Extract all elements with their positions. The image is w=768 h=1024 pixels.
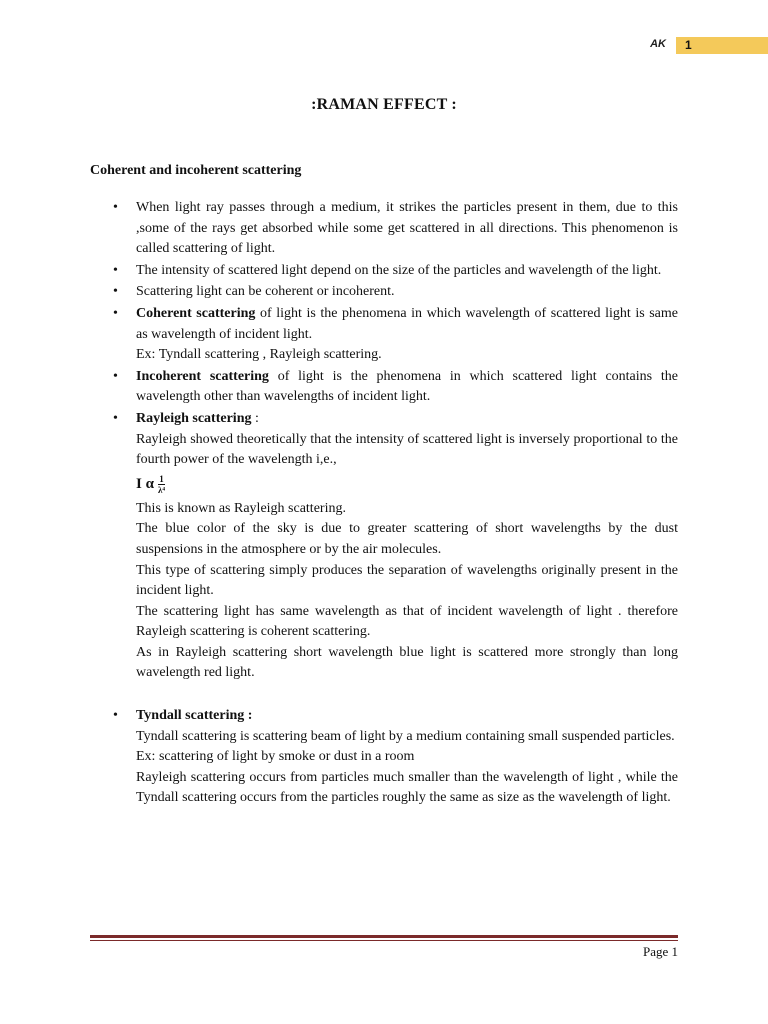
document-title: :RAMAN EFFECT : — [311, 96, 457, 113]
list-item — [90, 706, 678, 809]
footer-page-label: Page 1 — [642, 944, 678, 959]
subheading — [136, 706, 678, 727]
header-author: AK — [650, 38, 666, 50]
subheading — [136, 409, 678, 430]
paragraph: Scattering light can be coherent or incoherent. — [136, 284, 395, 300]
paragraph: The scattering light has same wavelength as that of incident wavelength of light . therefore Rayleigh scattering is coherent scattering. — [136, 603, 678, 640]
term-incoherent: Incoherent scattering — [136, 368, 269, 384]
section-heading: Coherent and incoherent scattering — [90, 163, 302, 178]
term-rayleigh: Rayleigh scattering — [136, 410, 252, 426]
bullet-icon: • — [113, 200, 118, 215]
formula-numerator: 1 — [159, 474, 164, 485]
paragraph — [136, 304, 678, 345]
formula-lhs: I α — [136, 476, 154, 493]
term-tyndall: Tyndall scattering : — [136, 708, 253, 724]
paragraph: The blue color of the sky is due to greater scattering of short wavelengths by the dust suspensions in the atmosphere or by the air molecules. — [136, 521, 678, 557]
bullet-icon: • — [113, 410, 118, 426]
paragraph: The intensity of scattered light depend on the size of the particles and wavelength of the light. — [136, 262, 662, 278]
paragraph: Rayleigh showed theoretically that the intensity of scattered light is inversely proportional to the fourth power of the wavelength i,e., — [136, 431, 678, 468]
rayleigh-formula — [136, 471, 678, 499]
list-item — [90, 304, 678, 366]
bullet-icon: • — [113, 305, 118, 321]
bullet-list — [90, 198, 678, 809]
paragraph: This is known as Rayleigh scattering. — [136, 500, 346, 516]
paragraph: This type of scattering simply produces the separation of wavelengths originally present in the incident light. — [136, 562, 678, 599]
list-item — [90, 261, 678, 282]
list-item — [90, 282, 678, 303]
term-suffix: : — [251, 410, 259, 426]
bullet-icon: • — [113, 708, 118, 724]
definition-text: of light is the phenomena in which scattered light contains the wavelength other than wavelengths of incident light. — [136, 368, 678, 405]
paragraph: Tyndall scattering is scattering beam of light by a medium containing small suspended particles. — [136, 728, 675, 744]
paragraph — [136, 367, 678, 408]
paragraph: When light ray passes through a medium, it strikes the particles present in them, due to this ,some of the rays get absorbed while some get scattered in all directions. This phenomenon is called scattering of light. — [136, 200, 678, 257]
footer-rule — [90, 935, 678, 938]
paragraph: Rayleigh scattering occurs from particles much smaller than the wavelength of light , while the Tyndall scattering occurs from the particles roughly the same as size as the wavelength of light. — [136, 769, 678, 806]
example-text: Ex: Tyndall scattering , Rayleigh scattering. — [136, 347, 382, 363]
definition-text: of light is the phenomena in which wavelength of scattered light is same as wavelength of incident light. — [136, 305, 678, 342]
example-text: Ex: scattering of light by smoke or dust in a room — [136, 749, 415, 765]
bullet-icon: • — [113, 284, 118, 300]
list-item — [90, 198, 678, 260]
formula-denominator: λ⁴ — [157, 485, 166, 496]
document-body — [90, 198, 678, 810]
bullet-icon: • — [113, 262, 118, 278]
list-item — [90, 409, 678, 705]
formula-fraction — [158, 474, 165, 495]
footer-rule-thin — [90, 940, 678, 941]
header-page-number: 1 — [685, 38, 692, 52]
bullet-icon: • — [113, 368, 118, 384]
term-coherent: Coherent scattering — [136, 305, 256, 321]
list-item — [90, 367, 678, 408]
paragraph: As in Rayleigh scattering short wavelength blue light is scattered more strongly than long wavelength red light. — [136, 644, 678, 681]
